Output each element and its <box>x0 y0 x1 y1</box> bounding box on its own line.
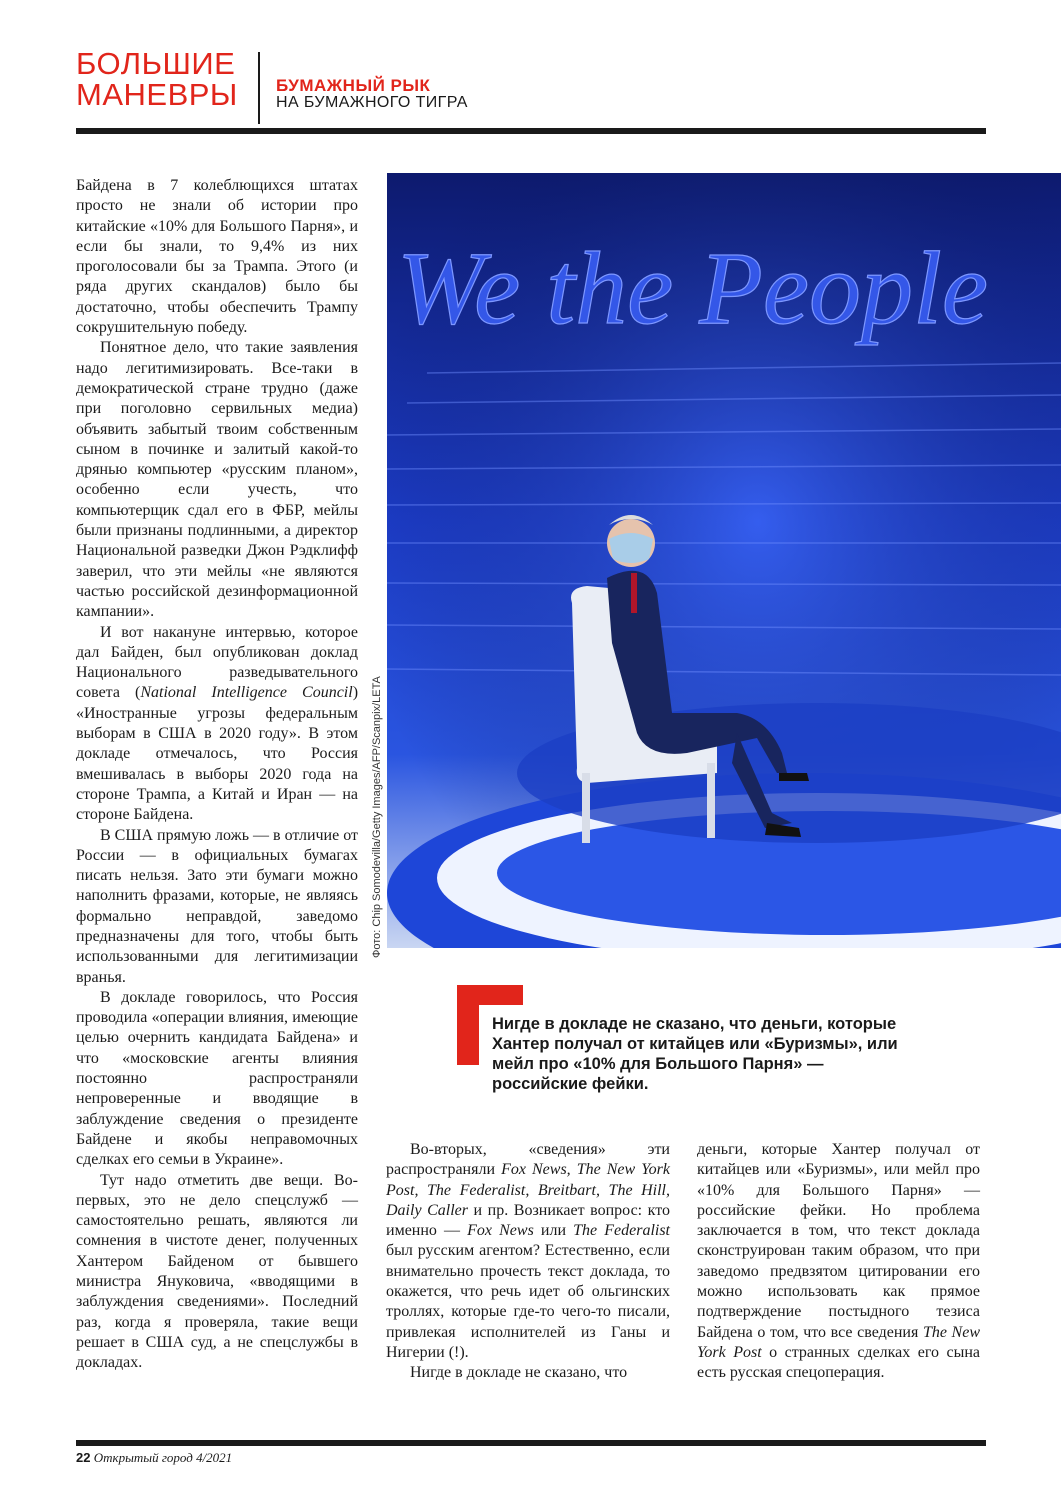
paragraph: Байдена в 7 колеблющихся штатах просто не знали об истории про китайские «10% для Большого Парня», и если бы знали, то 9,4% из них проголосовали бы за Трампа. Этого (и ряда других скандалов) было бы достаточно, чтобы обеспечить Трампу сокрушительную победу. <box>76 177 358 337</box>
photo-credit: Фото: Chip Somodevilla/Getty Images/AFP/Scanpix/LETA <box>371 676 383 958</box>
header-divider <box>258 52 260 124</box>
text-run: или <box>533 1222 574 1240</box>
magazine-name: Открытый город <box>93 1450 193 1465</box>
italic-run: The New York Post <box>697 1323 980 1361</box>
text-column-3 <box>697 1140 980 1384</box>
italic-run: National Intelligence Council <box>140 684 353 702</box>
bottom-rule <box>76 1440 986 1446</box>
text-run: о странных сделках его сына есть русская спецоперация. <box>697 1343 980 1382</box>
article-subtitle-black: НА БУМАЖНОГО ТИГРА <box>276 94 468 111</box>
paragraph <box>386 1140 670 1363</box>
text-run: деньги, которые Хантер получал от китайцев или «Буризмы», или мейл про «10% для Большого Парня» — российские фейки. Но проблема заключается в том, что текст доклада сконструирован таким образом, что при заведомо предвзятом цитировании его можно использовать как прямое подтверждение постыдного тезиса Байдена о том, что все сведения <box>697 1141 980 1341</box>
photo-biden-we-the-people <box>387 173 1061 948</box>
text-run: И вот накануне интервью, которое дал Байден, был опубликован доклад Национального разведывательного совета ( <box>76 623 358 702</box>
pullquote: Нигде в докладе не сказано, что деньги, которые Хантер получал от китайцев или «Буризмы», или мейл про «10% для Большого Парня» — российские фейки. <box>492 1015 898 1093</box>
paragraph: Нигде в докладе не сказано, что <box>410 1364 628 1382</box>
issue-number: 4/2021 <box>196 1450 233 1465</box>
text-run: Во-вторых, «сведения» эти распространяли <box>386 1141 670 1179</box>
article-subtitle-red: БУМАЖНЫЙ РЫК <box>276 76 431 95</box>
italic-run: Fox News, The New York Post, The Federalist, Breitbart, The Hill, Daily Caller <box>386 1161 671 1219</box>
paragraph <box>697 1140 980 1384</box>
page-folio <box>76 1450 232 1466</box>
paragraph: В США прямую ложь — в отличие от России — в официальных бумагах писать нельзя. Зато эти бумаги можно наполнить фразами, которые, не являясь формально неправдой, заведомо предназначены для того, чтобы быть использованными для легитимизации вранья. <box>76 826 358 986</box>
paragraph <box>76 623 358 826</box>
section-title-line2: МАНЕВРЫ <box>76 77 238 112</box>
section-title-line1: БОЛЬШИЕ <box>76 46 236 81</box>
paragraph: Понятное дело, что такие заявления надо легитимизировать. Все-таки в демократической стране трудно (даже при поголовно сервильных медиа) объявить забытый твоим собственным сыном в починке и залитый какой-то дрянью компьютер «русским планом», особенно если учесть, что компьютерщик сдал его в ФБР, мейлы были признаны подлинными, а директор Национальной разведки Джон Рэдклифф заверил, что эти мейлы «не являются частью российской дезинформационной кампании». <box>76 339 358 621</box>
italic-run: The Federalist <box>573 1222 670 1240</box>
text-column-2 <box>386 1140 670 1384</box>
text-run: ) «Иностранные угрозы федеральным выборам в США в 2020 году». В этом докладе отмечалось, что Россия вмешивалась в выборы 2020 года на стороне Трампа, а Китай и Иран — на стороне Байдена. <box>76 684 359 824</box>
text-run: был русским агентом? Естественно, если внимательно прочесть текст доклада, то окажется, что речь идет об ольгинских троллях, которые где-то чего-то писали, привлекая исполнителей из Ганы и Нигерии (!). <box>386 1242 670 1361</box>
page-number: 22 <box>76 1450 91 1465</box>
section-title <box>76 48 246 110</box>
we-the-people-script: We the People <box>397 231 989 346</box>
top-rule <box>76 128 986 134</box>
text-run: и пр. Возникает вопрос: кто именно — <box>386 1201 671 1240</box>
paragraph: Тут надо отметить две вещи. Во-первых, это не дело спецслужб — самостоятельно решать, являются ли сомнения в чистоте денег, полученных Хантером Байденом от бывшего министра Януковича, «вводящими в заблуждения сведениями». Последний раз, когда я проверяла, такие вещи решает в США суд, а не спецслужбы в докладах. <box>76 1171 358 1372</box>
text-column-1 <box>76 176 358 1374</box>
italic-run: Fox News <box>467 1222 534 1240</box>
paragraph: В докладе говорилось, что Россия проводила «операции влияния, имеющие целью очернить кандидата Байдена» и что «московские агенты влияния постоянно распространяли непроверенные и вводящие в заблуждение сведения о президенте Байдене и якобы неправомочных сделках его семьи в Украине». <box>76 988 358 1169</box>
photo-illustration <box>387 173 1061 948</box>
